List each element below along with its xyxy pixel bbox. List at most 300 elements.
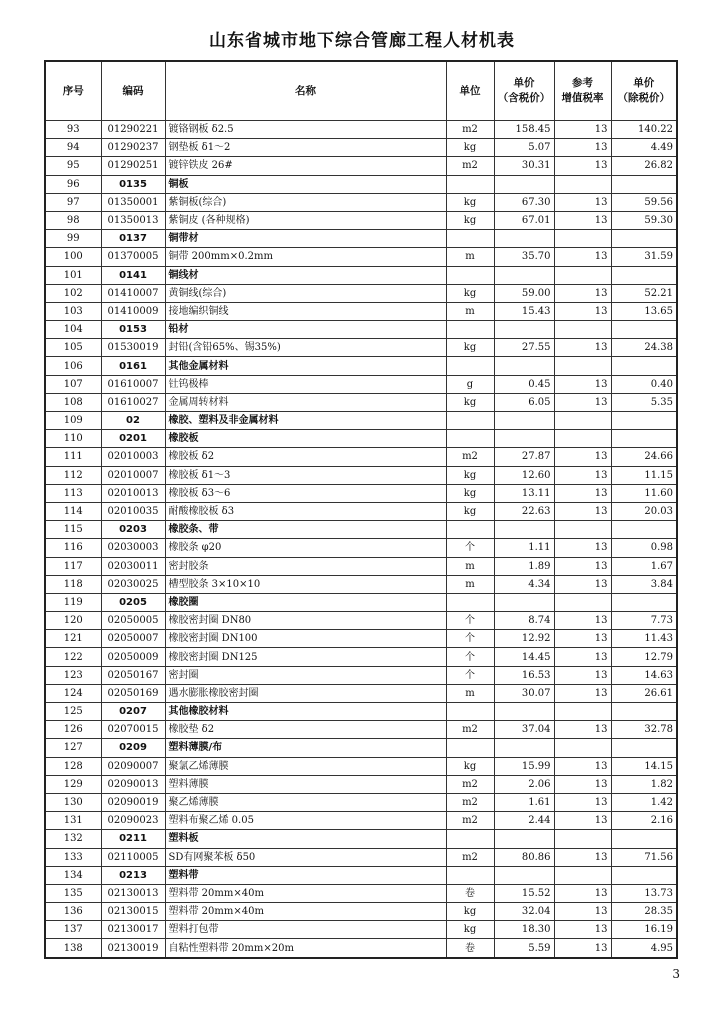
- table-row: [45, 484, 677, 502]
- table-row: [45, 375, 677, 393]
- cell-name: 塑料打包带: [165, 921, 446, 939]
- cell-seq: 128: [45, 757, 101, 775]
- category-row: [45, 703, 677, 721]
- cell-price-tax: [494, 593, 554, 611]
- cell-price-tax: [494, 266, 554, 284]
- cell-unit: g: [446, 375, 494, 393]
- cell-seq: 122: [45, 648, 101, 666]
- cell-code: 02030003: [101, 539, 165, 557]
- cell-name: 塑料薄膜: [165, 775, 446, 793]
- cell-rate: 13: [554, 921, 611, 939]
- cell-name: 紫铜板(综合): [165, 193, 446, 211]
- cell-price-tax: 27.87: [494, 448, 554, 466]
- cell-unit: kg: [446, 393, 494, 411]
- cell-code: 01290251: [101, 157, 165, 175]
- cell-price-tax: [494, 321, 554, 339]
- cell-seq: 109: [45, 412, 101, 430]
- cell-price-notax: 13.65: [611, 302, 677, 320]
- cell-price-tax: 59.00: [494, 284, 554, 302]
- cell-seq: 101: [45, 266, 101, 284]
- cell-rate: [554, 412, 611, 430]
- cell-seq: 117: [45, 557, 101, 575]
- cell-unit: kg: [446, 757, 494, 775]
- table-row: [45, 502, 677, 520]
- cell-price-notax: 11.60: [611, 484, 677, 502]
- cell-unit: 个: [446, 539, 494, 557]
- cell-seq: 96: [45, 175, 101, 193]
- cell-name: 塑料带 20mm×40m: [165, 884, 446, 902]
- cell-seq: 120: [45, 612, 101, 630]
- cell-rate: [554, 321, 611, 339]
- cell-price-tax: 27.55: [494, 339, 554, 357]
- cell-code: 02050007: [101, 630, 165, 648]
- table-body: [45, 121, 677, 958]
- cell-name: SD有网聚苯板 δ50: [165, 848, 446, 866]
- cell-price-notax: 5.35: [611, 393, 677, 411]
- cell-rate: 13: [554, 466, 611, 484]
- cell-rate: 13: [554, 757, 611, 775]
- cell-rate: [554, 266, 611, 284]
- table-row: [45, 903, 677, 921]
- cell-rate: 13: [554, 393, 611, 411]
- cell-price-tax: 37.04: [494, 721, 554, 739]
- table-row: [45, 612, 677, 630]
- cell-price-tax: 14.45: [494, 648, 554, 666]
- cell-unit: m2: [446, 812, 494, 830]
- cell-unit: 个: [446, 648, 494, 666]
- header-price-tax-line1: 单价: [513, 77, 535, 89]
- cell-name: 橡胶、塑料及非金属材料: [165, 412, 446, 430]
- cell-rate: 13: [554, 793, 611, 811]
- table-row: [45, 757, 677, 775]
- cell-code: 0153: [101, 321, 165, 339]
- cell-code: 02030011: [101, 557, 165, 575]
- table-row: [45, 775, 677, 793]
- cell-unit: kg: [446, 903, 494, 921]
- table-row: [45, 157, 677, 175]
- table-row: [45, 193, 677, 211]
- cell-seq: 121: [45, 630, 101, 648]
- cell-code: 01530019: [101, 339, 165, 357]
- cell-price-tax: [494, 866, 554, 884]
- cell-price-notax: 3.84: [611, 575, 677, 593]
- cell-seq: 107: [45, 375, 101, 393]
- cell-unit: m: [446, 302, 494, 320]
- cell-rate: 13: [554, 484, 611, 502]
- cell-rate: [554, 230, 611, 248]
- cell-price-notax: [611, 412, 677, 430]
- page-number: 3: [672, 967, 680, 981]
- cell-unit: [446, 266, 494, 284]
- cell-name: 橡胶条、带: [165, 521, 446, 539]
- cell-name: 铜带材: [165, 230, 446, 248]
- cell-seq: 112: [45, 466, 101, 484]
- cell-rate: 13: [554, 648, 611, 666]
- cell-unit: 个: [446, 666, 494, 684]
- cell-name: 橡胶板 δ1～3: [165, 466, 446, 484]
- cell-seq: 125: [45, 703, 101, 721]
- cell-seq: 123: [45, 666, 101, 684]
- cell-name: 铜板: [165, 175, 446, 193]
- cell-rate: 13: [554, 848, 611, 866]
- cell-name: 金属周转材料: [165, 393, 446, 411]
- cell-seq: 113: [45, 484, 101, 502]
- category-row: [45, 521, 677, 539]
- cell-name: 自粘性塑料带 20mm×20m: [165, 939, 446, 958]
- cell-name: 塑料带: [165, 866, 446, 884]
- header-unit: 单位: [446, 61, 494, 121]
- cell-rate: 13: [554, 375, 611, 393]
- cell-name: 密封圈: [165, 666, 446, 684]
- cell-rate: 13: [554, 630, 611, 648]
- cell-price-tax: 67.30: [494, 193, 554, 211]
- header-rate-line1: 参考: [572, 77, 593, 89]
- cell-seq: 115: [45, 521, 101, 539]
- cell-price-tax: 15.52: [494, 884, 554, 902]
- cell-unit: [446, 430, 494, 448]
- table-row: [45, 284, 677, 302]
- cell-rate: 13: [554, 139, 611, 157]
- cell-seq: 95: [45, 157, 101, 175]
- cell-unit: [446, 412, 494, 430]
- cell-unit: kg: [446, 502, 494, 520]
- cell-rate: [554, 593, 611, 611]
- cell-code: 0209: [101, 739, 165, 757]
- cell-price-notax: 26.61: [611, 684, 677, 702]
- table-row: [45, 557, 677, 575]
- cell-seq: 132: [45, 830, 101, 848]
- header-rate-line2: 增值税率: [561, 92, 604, 104]
- table-row: [45, 575, 677, 593]
- cell-price-notax: 16.19: [611, 921, 677, 939]
- cell-price-tax: [494, 175, 554, 193]
- header-price-tax-line2: （含税价）: [497, 92, 551, 104]
- cell-rate: 13: [554, 612, 611, 630]
- cell-name: 橡胶板 δ3～6: [165, 484, 446, 502]
- cell-rate: 13: [554, 448, 611, 466]
- header-code: 编码: [101, 61, 165, 121]
- cell-name: 镀锌铁皮 26#: [165, 157, 446, 175]
- materials-table: [44, 60, 678, 959]
- cell-name: 塑料板: [165, 830, 446, 848]
- cell-price-notax: 52.21: [611, 284, 677, 302]
- cell-price-tax: 12.92: [494, 630, 554, 648]
- cell-price-notax: 11.15: [611, 466, 677, 484]
- category-row: [45, 739, 677, 757]
- cell-unit: 个: [446, 612, 494, 630]
- cell-name: 黄铜线(综合): [165, 284, 446, 302]
- cell-price-notax: [611, 703, 677, 721]
- cell-code: 02: [101, 412, 165, 430]
- cell-price-tax: [494, 230, 554, 248]
- table-row: [45, 448, 677, 466]
- cell-seq: 134: [45, 866, 101, 884]
- cell-rate: 13: [554, 903, 611, 921]
- cell-seq: 100: [45, 248, 101, 266]
- cell-rate: 13: [554, 302, 611, 320]
- cell-price-notax: [611, 593, 677, 611]
- table-row: [45, 539, 677, 557]
- cell-code: 0207: [101, 703, 165, 721]
- cell-price-notax: 4.95: [611, 939, 677, 958]
- cell-name: 接地编织铜线: [165, 302, 446, 320]
- cell-price-notax: [611, 430, 677, 448]
- cell-seq: 105: [45, 339, 101, 357]
- cell-name: 橡胶密封圈 DN80: [165, 612, 446, 630]
- cell-name: 橡胶板: [165, 430, 446, 448]
- cell-rate: 13: [554, 502, 611, 520]
- cell-unit: [446, 866, 494, 884]
- cell-code: 02050009: [101, 648, 165, 666]
- header-rate: [554, 61, 611, 121]
- category-row: [45, 175, 677, 193]
- cell-price-notax: 1.82: [611, 775, 677, 793]
- cell-price-tax: [494, 703, 554, 721]
- cell-rate: [554, 357, 611, 375]
- cell-rate: 13: [554, 575, 611, 593]
- cell-name: 紫铜皮 (各种规格): [165, 211, 446, 229]
- cell-name: 塑料布聚乙烯 0.05: [165, 812, 446, 830]
- cell-code: 02050169: [101, 684, 165, 702]
- cell-unit: kg: [446, 484, 494, 502]
- cell-rate: 13: [554, 248, 611, 266]
- category-row: [45, 266, 677, 284]
- cell-seq: 98: [45, 211, 101, 229]
- cell-rate: [554, 430, 611, 448]
- cell-seq: 129: [45, 775, 101, 793]
- cell-price-notax: 1.42: [611, 793, 677, 811]
- cell-code: 02090023: [101, 812, 165, 830]
- cell-price-tax: [494, 357, 554, 375]
- cell-rate: 13: [554, 884, 611, 902]
- cell-seq: 106: [45, 357, 101, 375]
- cell-unit: [446, 230, 494, 248]
- cell-code: 01410007: [101, 284, 165, 302]
- cell-unit: kg: [446, 466, 494, 484]
- category-row: [45, 830, 677, 848]
- table-row: [45, 648, 677, 666]
- cell-name: 铜线材: [165, 266, 446, 284]
- header-price-notax: [611, 61, 677, 121]
- cell-code: 01410009: [101, 302, 165, 320]
- cell-price-tax: 4.34: [494, 575, 554, 593]
- cell-seq: 131: [45, 812, 101, 830]
- cell-code: 02010013: [101, 484, 165, 502]
- header-price-tax: [494, 61, 554, 121]
- table-row: [45, 812, 677, 830]
- cell-code: 02010007: [101, 466, 165, 484]
- cell-price-notax: 14.15: [611, 757, 677, 775]
- cell-unit: kg: [446, 139, 494, 157]
- cell-seq: 119: [45, 593, 101, 611]
- cell-seq: 103: [45, 302, 101, 320]
- table-row: [45, 848, 677, 866]
- cell-code: 0141: [101, 266, 165, 284]
- cell-unit: kg: [446, 339, 494, 357]
- cell-rate: 13: [554, 157, 611, 175]
- cell-rate: 13: [554, 684, 611, 702]
- cell-seq: 94: [45, 139, 101, 157]
- cell-price-tax: 13.11: [494, 484, 554, 502]
- cell-price-notax: [611, 321, 677, 339]
- cell-seq: 93: [45, 121, 101, 139]
- cell-seq: 102: [45, 284, 101, 302]
- cell-unit: m: [446, 684, 494, 702]
- cell-price-tax: 1.11: [494, 539, 554, 557]
- cell-price-tax: 8.74: [494, 612, 554, 630]
- cell-code: 0213: [101, 866, 165, 884]
- table-row: [45, 721, 677, 739]
- cell-price-notax: 31.59: [611, 248, 677, 266]
- cell-unit: [446, 357, 494, 375]
- cell-code: 0211: [101, 830, 165, 848]
- category-row: [45, 412, 677, 430]
- cell-rate: [554, 830, 611, 848]
- cell-rate: 13: [554, 812, 611, 830]
- cell-rate: 13: [554, 284, 611, 302]
- cell-seq: 104: [45, 321, 101, 339]
- cell-name: 聚乙烯薄膜: [165, 793, 446, 811]
- cell-price-tax: 22.63: [494, 502, 554, 520]
- cell-price-notax: 26.82: [611, 157, 677, 175]
- cell-name: 橡胶密封圈 DN100: [165, 630, 446, 648]
- cell-unit: [446, 593, 494, 611]
- cell-rate: [554, 175, 611, 193]
- cell-rate: 13: [554, 557, 611, 575]
- cell-unit: kg: [446, 211, 494, 229]
- table-row: [45, 121, 677, 139]
- table-row: [45, 630, 677, 648]
- cell-price-tax: 2.06: [494, 775, 554, 793]
- cell-name: 塑料薄膜/布: [165, 739, 446, 757]
- cell-code: 02130017: [101, 921, 165, 939]
- cell-unit: [446, 321, 494, 339]
- cell-unit: m: [446, 575, 494, 593]
- cell-code: 02050167: [101, 666, 165, 684]
- cell-name: 槽型胶条 3×10×10: [165, 575, 446, 593]
- cell-code: 0137: [101, 230, 165, 248]
- cell-price-tax: 15.43: [494, 302, 554, 320]
- category-row: [45, 321, 677, 339]
- cell-name: 铅材: [165, 321, 446, 339]
- cell-unit: m2: [446, 793, 494, 811]
- cell-unit: 卷: [446, 939, 494, 958]
- cell-price-notax: 11.43: [611, 630, 677, 648]
- cell-code: 02010003: [101, 448, 165, 466]
- cell-code: 02010035: [101, 502, 165, 520]
- cell-unit: [446, 830, 494, 848]
- cell-price-tax: 12.60: [494, 466, 554, 484]
- cell-code: 02070015: [101, 721, 165, 739]
- cell-seq: 127: [45, 739, 101, 757]
- cell-name: 其他橡胶材料: [165, 703, 446, 721]
- cell-seq: 111: [45, 448, 101, 466]
- cell-name: 镀铬钢板 δ2.5: [165, 121, 446, 139]
- cell-seq: 138: [45, 939, 101, 958]
- cell-seq: 130: [45, 793, 101, 811]
- category-row: [45, 866, 677, 884]
- cell-rate: 13: [554, 939, 611, 958]
- cell-price-tax: 1.89: [494, 557, 554, 575]
- cell-price-tax: [494, 521, 554, 539]
- page-title: 山东省城市地下综合管廊工程人材机表: [209, 31, 515, 51]
- cell-price-notax: [611, 739, 677, 757]
- cell-seq: 118: [45, 575, 101, 593]
- cell-code: 02030025: [101, 575, 165, 593]
- cell-unit: m2: [446, 157, 494, 175]
- table-row: [45, 248, 677, 266]
- cell-seq: 114: [45, 502, 101, 520]
- cell-seq: 97: [45, 193, 101, 211]
- cell-price-tax: 15.99: [494, 757, 554, 775]
- cell-name: 遇水膨胀橡胶密封圈: [165, 684, 446, 702]
- cell-price-notax: 7.73: [611, 612, 677, 630]
- cell-code: 01290237: [101, 139, 165, 157]
- table-row: [45, 339, 677, 357]
- cell-unit: [446, 175, 494, 193]
- cell-price-notax: 2.16: [611, 812, 677, 830]
- cell-price-notax: [611, 175, 677, 193]
- category-row: [45, 593, 677, 611]
- table-row: [45, 466, 677, 484]
- cell-unit: m2: [446, 121, 494, 139]
- cell-price-notax: 71.56: [611, 848, 677, 866]
- cell-code: 02130019: [101, 939, 165, 958]
- cell-price-notax: 4.49: [611, 139, 677, 157]
- cell-price-notax: 24.66: [611, 448, 677, 466]
- cell-rate: [554, 739, 611, 757]
- cell-price-tax: 1.61: [494, 793, 554, 811]
- cell-price-tax: 6.05: [494, 393, 554, 411]
- cell-name: 钢垫板 δ1～2: [165, 139, 446, 157]
- cell-name: 橡胶板 δ2: [165, 448, 446, 466]
- cell-name: 封铅(含铅65%、锡35%): [165, 339, 446, 357]
- cell-rate: 13: [554, 666, 611, 684]
- category-row: [45, 230, 677, 248]
- cell-price-tax: 30.07: [494, 684, 554, 702]
- cell-unit: m2: [446, 848, 494, 866]
- cell-price-tax: 30.31: [494, 157, 554, 175]
- cell-seq: 116: [45, 539, 101, 557]
- table-row: [45, 884, 677, 902]
- header-seq: 序号: [45, 61, 101, 121]
- cell-unit: m2: [446, 721, 494, 739]
- cell-price-notax: 59.56: [611, 193, 677, 211]
- cell-seq: 137: [45, 921, 101, 939]
- cell-name: 其他金属材料: [165, 357, 446, 375]
- cell-seq: 124: [45, 684, 101, 702]
- cell-code: 02090007: [101, 757, 165, 775]
- cell-code: 0205: [101, 593, 165, 611]
- header-price-notax-line2: （除税价）: [617, 92, 670, 104]
- cell-price-tax: 35.70: [494, 248, 554, 266]
- cell-price-tax: 80.86: [494, 848, 554, 866]
- cell-name: 耐酸橡胶板 δ3: [165, 502, 446, 520]
- cell-price-tax: 16.53: [494, 666, 554, 684]
- header-price-notax-line1: 单价: [633, 77, 655, 89]
- cell-seq: 135: [45, 884, 101, 902]
- cell-price-notax: 0.98: [611, 539, 677, 557]
- cell-price-notax: 14.63: [611, 666, 677, 684]
- cell-code: 01610027: [101, 393, 165, 411]
- cell-rate: 13: [554, 775, 611, 793]
- cell-rate: [554, 521, 611, 539]
- cell-unit: [446, 703, 494, 721]
- cell-code: 0161: [101, 357, 165, 375]
- table-row: [45, 302, 677, 320]
- cell-code: 02090013: [101, 775, 165, 793]
- cell-unit: 个: [446, 630, 494, 648]
